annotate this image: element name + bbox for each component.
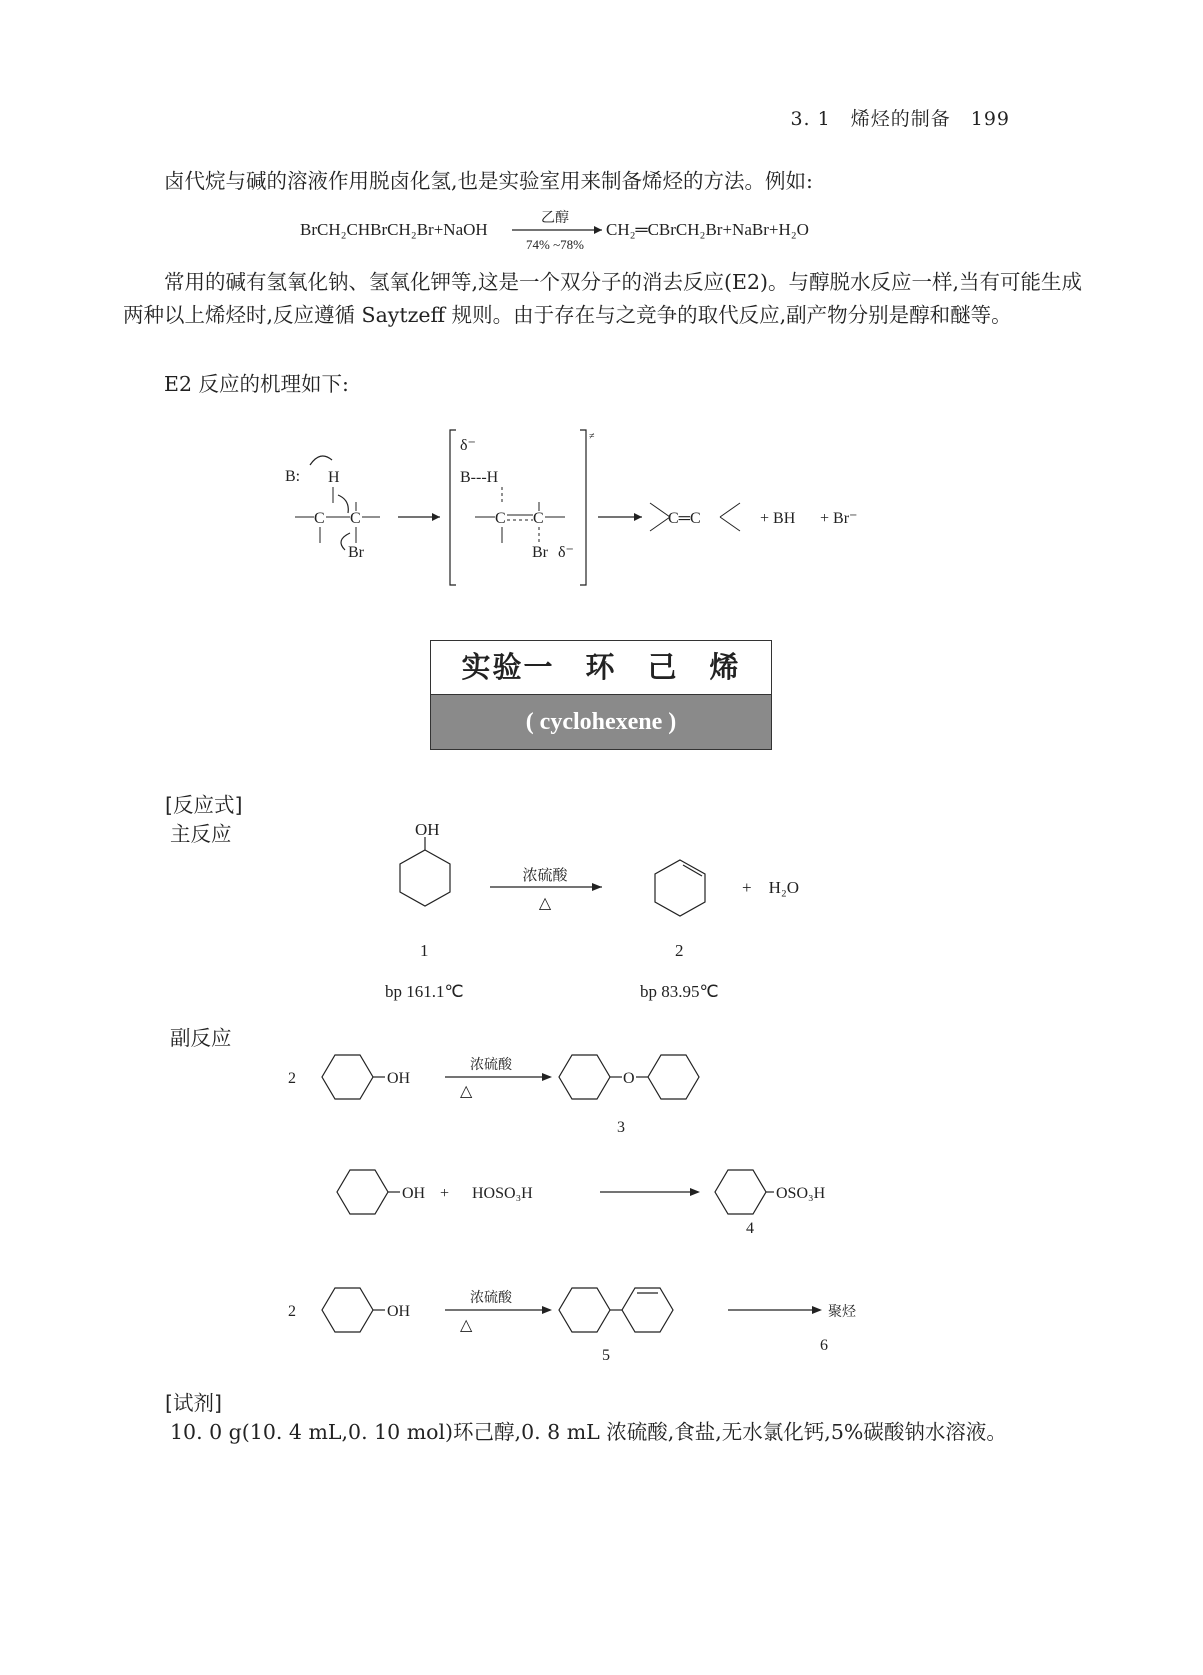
mech-ts: ≠ — [589, 431, 595, 442]
equation-condition-bottom: 74% ~78% — [526, 237, 584, 252]
mech-c1: C — [314, 510, 325, 527]
sulfate-ring — [715, 1170, 766, 1214]
sideA-acid: 浓硫酸 — [470, 1058, 512, 1073]
compound-5-label: 5 — [602, 1347, 610, 1364]
main-water: + H₂O — [742, 878, 800, 897]
mech-c4: C — [533, 510, 544, 527]
experiment-subtitle: ( cyclohexene ) — [431, 695, 771, 749]
mech-c2: C — [350, 510, 361, 527]
ether-o: O — [623, 1070, 635, 1087]
sideB-plus: + — [440, 1185, 450, 1202]
compound-6-label: 6 — [820, 1337, 828, 1354]
compound-4-label: 4 — [746, 1220, 754, 1237]
mech-delta-bottom: δ⁻ — [558, 544, 574, 561]
equation-condition-top: 乙醇 — [541, 211, 569, 226]
sideC-coef: 2 — [288, 1303, 296, 1320]
paragraph-e2: 常用的碱有氢氧化钠、氢氧化钾等,这是一个双分子的消去反应(E2)。与醇脱水反应一样,当有可能生成两种以上烯烃时,反应遵循 Saytzeff 规则。由于存在与之竞争的取代反应,副产物分别是醇和醚等。 — [123, 270, 1083, 327]
sideC-heat: △ — [460, 1317, 473, 1334]
equation-arrowhead — [594, 226, 602, 234]
curved-arrow-2 — [338, 495, 348, 513]
compound-1-label: 1 — [420, 941, 429, 960]
mech-br1: Br — [348, 544, 364, 561]
mech-bh: B---H — [460, 469, 499, 486]
side-reaction-label: 副反应 — [170, 1026, 232, 1050]
sideA-oh: OH — [387, 1070, 411, 1087]
main-reaction-diagram — [380, 820, 840, 1010]
bp-2: bp 83.95℃ — [640, 982, 719, 1001]
compound-2-label: 2 — [675, 941, 684, 960]
experiment-title: 实验一 环 己 烯 — [431, 641, 771, 695]
sideC-oh: OH — [387, 1303, 411, 1320]
main-acid: 浓硫酸 — [522, 868, 568, 884]
sideA-coef: 2 — [288, 1070, 296, 1087]
sideB-hoso3h: HOSO₃H — [472, 1185, 533, 1202]
cyclohexanol-ring — [400, 850, 450, 906]
reagents-text: 10. 0 g(10. 4 mL,0. 10 mol)环己醇,0. 8 mL 浓硫酸,食盐,无水氯化钙,5%碳酸钠水溶液。 — [170, 1420, 1007, 1444]
bracket-right — [580, 430, 586, 585]
dimer-ring-right — [622, 1288, 673, 1332]
mech-h1: H — [328, 469, 340, 486]
mech-plus-bh: + BH — [760, 510, 796, 527]
dimer-ring-left — [559, 1288, 610, 1332]
running-head: 3. 1 烯烃的制备 199 — [790, 108, 1010, 130]
curved-arrow-1 — [310, 456, 332, 465]
equation-reactant: BrCH₂CHBrCH₂Br+NaOH — [300, 220, 488, 239]
polymer-label: 聚烃 — [828, 1305, 856, 1320]
e2-mechanism-diagram — [280, 425, 920, 585]
main-heat: △ — [538, 895, 552, 912]
equation-product: CH₂═CBrCH₂Br+NaBr+H₂O — [606, 220, 809, 239]
sideA-heat: △ — [460, 1083, 473, 1100]
mech-alkene: C═C — [668, 510, 701, 527]
sideB-ring — [337, 1170, 388, 1214]
reaction-section-heading: [反应式] — [165, 793, 243, 817]
mech-plus-br: + Br⁻ — [820, 510, 858, 527]
equation — [300, 205, 900, 255]
side-reactions-diagram — [288, 1020, 920, 1364]
experiment-title-box — [430, 640, 772, 750]
ether-ring-right — [648, 1055, 699, 1099]
main-reaction-label: 主反应 — [170, 822, 232, 846]
sideC-acid: 浓硫酸 — [470, 1291, 512, 1306]
sideA-ring — [322, 1055, 373, 1099]
mechanism-intro: E2 反应的机理如下: — [164, 372, 349, 396]
ether-ring-left — [559, 1055, 610, 1099]
bp-1: bp 161.1℃ — [385, 982, 464, 1001]
mech-br2: Br — [532, 544, 548, 561]
compound-3-label: 3 — [617, 1119, 625, 1136]
sideB-oh: OH — [402, 1185, 426, 1202]
cyclohexene-ring — [655, 860, 705, 916]
bracket-left — [450, 430, 456, 585]
mech-delta-top: δ⁻ — [460, 437, 476, 454]
sideB-oso3h: OSO₃H — [776, 1185, 826, 1202]
mech-base: B: — [285, 468, 301, 485]
intro-paragraph: 卤代烷与碱的溶液作用脱卤化氢,也是实验室用来制备烯烃的方法。例如: — [164, 169, 813, 193]
sideC-ring — [322, 1288, 373, 1332]
reagents-section-heading: [试剂] — [165, 1391, 222, 1415]
main-oh: OH — [415, 820, 440, 839]
mech-c3: C — [495, 510, 506, 527]
